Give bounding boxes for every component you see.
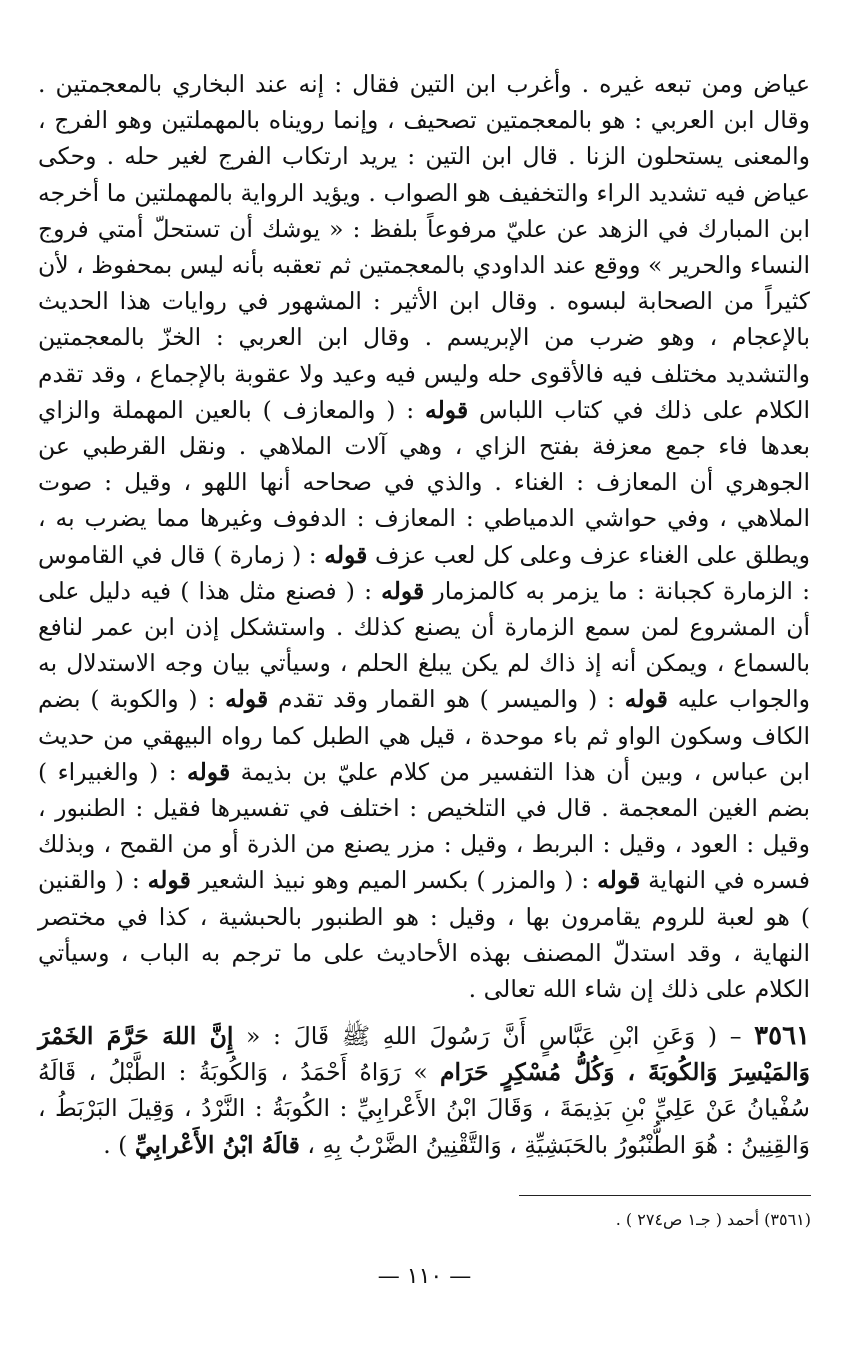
qawluh-marker: قوله: [187, 757, 231, 786]
page-number: — ١١٠ —: [377, 1264, 472, 1289]
qawluh-marker: قوله: [225, 685, 269, 714]
qawluh-marker: قوله: [324, 540, 368, 569]
hadith-paragraph: [38, 1018, 810, 1163]
hadith-number: ٣٥٦١: [754, 1021, 811, 1051]
commentary-text: : ( والمعازف ) بالعين المهملة والزاي بعدها فاء جمع معزفة بفتح الزاي ، وهي آلات الملاهي . ونقل القرطبي عن الجوهري أن المعازف : الغناء . والذي في صحاحه أنها اللهو ، وقيل : صوت الملاهي ، وفي حواشي الدمياطي : المعازف : الدفوف وغيرها مما يضرب به ، ويطلق على الغناء عزف وعلى كل لعب عزف: [38, 395, 811, 569]
commentary-text: : ( والقنين ) هو لعبة للروم يقامرون بها ، وقيل : هو الطنبور بالحبشية ، كذا في مختصر النهاية ، وقد استدلّ المصنف بهذه الأحاديث على ما ترجم به الباب ، وسيأتي الكلام على ذلك إن شاء الله تعالى .: [38, 866, 810, 1004]
footnote-divider: [519, 1195, 811, 1196]
qawluh-marker: قوله: [425, 395, 469, 424]
hadith-commentary: » رَوَاهُ أَحْمَدُ ، وَالكُوبَةُ : الطَّبْلُ ، قَالَهُ سُفْيانُ عَنْ عَلِيِّ بْنِ بَذِيمَةَ ، وَقَالَ ابْنُ الأَعْرابِيِّ : الكُوبَةُ : النَّرْدُ ، وَقِيلَ البَرْبَطُ ، وَالقِنِينُ : هُوَ الطُّنْبُورُ بالحَبَشِيِّةِ ، وَالتَّقْنِينُ الضَّرْبُ بِهِ ،: [38, 1058, 810, 1159]
commentary-text: : ( والمزر ) بكسر الميم وهو نبيذ الشعير: [190, 866, 598, 895]
qawluh-marker: قوله: [624, 685, 668, 714]
commentary-text: : ( والغبيراء ) بضم الغين المعجمة . قال في التلخيص : اختلف في تفسيرها فقيل : الطنبور ، وقيل : العود ، وقيل : البربط ، وقيل : مزر يصنع من الذرة أو من القمح ، وبذلك فسره في النهاية: [38, 757, 810, 895]
hadith-attribution: قالَهُ ابْنُ الأَعْرابِيِّ: [134, 1130, 300, 1159]
hadith-text: إِنَّ اللهَ حَرَّمَ الخَمْرَ وَالمَيْسِرَ وَالكُوبَةَ ، وَكُلُّ مُسْكِرٍ حَرَام: [38, 1022, 810, 1087]
commentary-paragraph: [38, 66, 810, 1007]
commentary-text: : ( فصنع مثل هذا ) فيه دليل على أن المشروع لمن سمع الزمارة أن يصنع كذلك . واستشكل إذن ابن عمر لنافع بالسماع ، ويمكن أنه إذ ذاك لم يكن يبلغ الحلم ، وسيأتي بيان وجه الاستدلال به والجواب عليه: [38, 576, 810, 714]
qawluh-marker: قوله: [597, 866, 641, 895]
commentary-text: : ( والميسر ) هو القمار وقد تقدم: [268, 685, 625, 714]
footnote: (٣٥٦١) أحمد ( جـ١ ص٢٧٤ ) .: [615, 1210, 811, 1229]
hadith-closing: ) .: [103, 1130, 135, 1159]
qawluh-marker: قوله: [381, 576, 425, 605]
hadith-intro: – ( وَعَنِ ابْنِ عَبَّاسٍ أَنَّ رَسُولَ اللهِ ﷺ قَالَ : «: [233, 1022, 755, 1050]
commentary-text: عياض ومن تبعه غيره . وأغرب ابن التين فقال : إنه عند البخاري بالمعجمتين . وقال ابن العربي : هو بالمعجمتين تصحيف ، وإنما رويناه بالمهملتين وهو الفرج ، والمعنى يستحلون الزنا . قال ابن التين : يريد ارتكاب الفرج لغير حله . وحكى عياض فيه تشديد الراء والتخفيف هو الصواب . ويؤيد الرواية بالمهملتين ما أخرجه ابن المبارك في الزهد عن عليّ مرفوعاً بلفظ : « يوشك أن تستحلّ أمتي فروج النساء والحرير » ووقع عند الداودي بالمعجمتين ثم تعقبه بأنه ليس بمحفوظ ، لأن كثيراً من الصحابة لبسوه . وقال ابن الأثير : المشهور في روايات هذا الحديث بالإعجام ، وهو ضرب من الإبريسم . وقال ابن العربي : الخزّ بالمعجمتين والتشديد مختلف فيه فالأقوى حله وليس فيه وعيد ولا عقوبة بالإجماع ، وقد تقدم الكلام على ذلك في كتاب اللباس: [38, 70, 810, 424]
commentary-text: : ( والكوبة ) بضم الكاف وسكون الواو ثم باء موحدة ، قيل هي الطبل كما رواه البيهقي من حديث ابن عباس ، وبين أن هذا التفسير من كلام عليّ بن بذيمة: [38, 685, 810, 786]
commentary-text: : ( زمارة ) قال في القاموس : الزمارة كجبانة : ما يزمر به كالمزمار: [38, 540, 810, 605]
qawluh-marker: قوله: [147, 866, 191, 895]
